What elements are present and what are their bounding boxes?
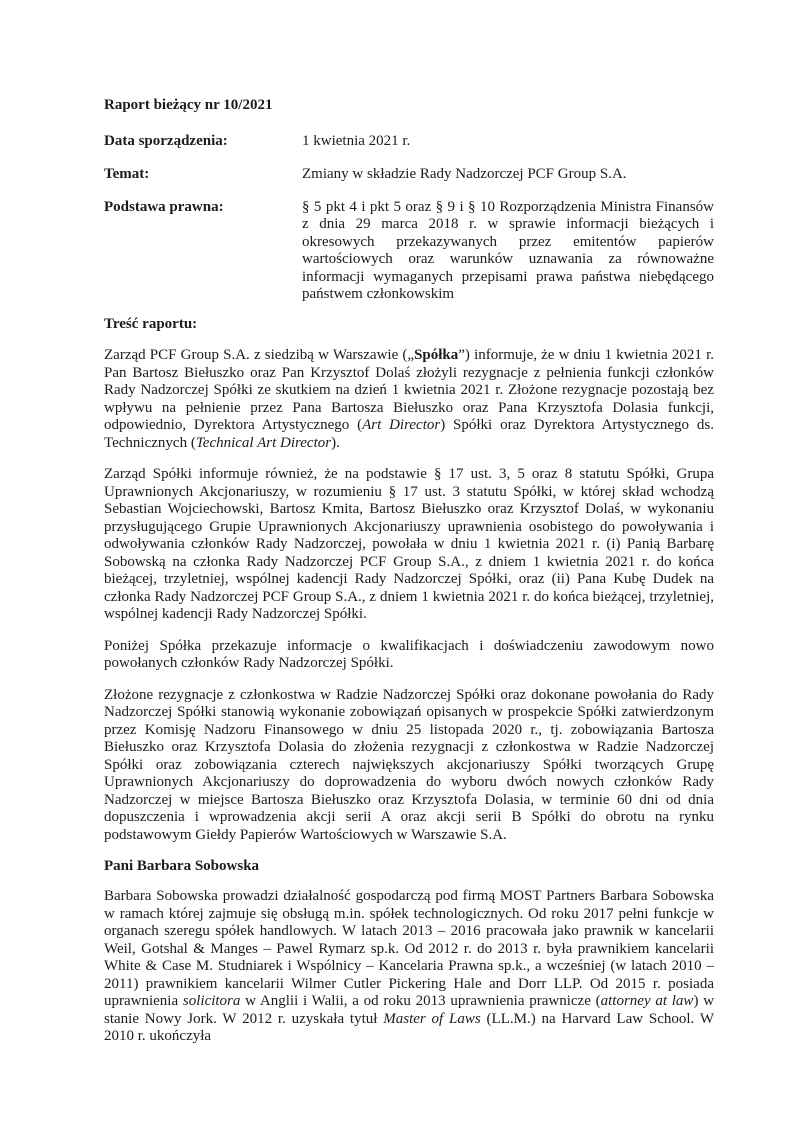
report-title: Raport bieżący nr 10/2021 bbox=[104, 97, 273, 113]
paragraph-resignations: Zarząd PCF Group S.A. z siedzibą w Warszawie („Spółka”) informuje, że w dniu 1 kwietnia 2021 r. Pan Bartosz Biełuszko oraz Pan Krzysztof Dolaś złożyli rezygnacje z pełnienia funkcji członków Rady Nadzorczej Spółki ze skutkiem na dzień 1 kwietnia 2021 r. Złożone rezygnacje pozostają bez wpływu na pełnienie przez Pana Bartosza Biełuszko oraz Pana Krzysztofa Dolasia funkcji, odpowiednio, Dyrektora Artystycznego (Art Director) Spółki oraz Dyrektora Artystycznego ds. Technicznych (Technical Art Director). bbox=[104, 347, 714, 451]
meta-label-subject: Temat: bbox=[104, 165, 150, 182]
meta-label-date: Data sporządzenia: bbox=[104, 132, 228, 149]
meta-label-legal-basis: Podstawa prawna: bbox=[104, 198, 224, 215]
paragraph-prospectus-obligations: Złożone rezygnacje z członkostwa w Radzie Nadzorczej Spółki oraz dokonane powołania do Rady Nadzorczej Spółki stanowią wykonanie zobowiązań opisanych w prospekcie Spółki zatwierdzonym przez Komisję Nadzoru Finansowego w dniu 25 listopada 2020 r., tj. zobowiązania Bartosza Biełuszko oraz Krzysztofa Dolasia do złożenia rezygnacji z członkostwa w Radzie Nadzorczej Spółki oraz zobowiązania czterech największych akcjonariuszy Spółki tworzących Grupę Uprawnionych Akcjonariuszy do doprowadzenia do wyboru dwóch nowych członków Rady Nadzorczej w miejsce Bartosza Biełuszko oraz Krzysztofa Dolasia, w terminie 60 dni od dnia dopuszczenia i wprowadzenia akcji serii A oraz akcji serii B Spółki do obrotu na rynku podstawowym Giełdy Papierów Wartościowych w Warszawie S.A. bbox=[104, 686, 714, 843]
paragraph-appointments: Zarząd Spółki informuje również, że na podstawie § 17 ust. 3, 5 oraz 8 statutu Spółki, Grupa Uprawnionych Akcjonariuszy, w rozumieniu § 17 ust. 3 statutu Spółki, w której skład wchodzą Sebastian Wojciechowski, Bartosz Kmita, Bartosz Biełuszko oraz Krzysztof Dolaś, w wykonaniu przysługującego Grupie Uprawnionych Akcjonariuszy uprawnienia osobistego do powoływania i odwoływania członków Rady Nadzorczej, powołała w dniu 1 kwietnia 2021 r. (i) Panią Barbarę Sobowską na członka Rady Nadzorczej PCF Group S.A., z dniem 1 kwietnia 2021 r. do końca bieżącej, trzyletniej, wspólnej kadencji Rady Nadzorczej Spółki, oraz (ii) Pana Kubę Dudek na członka Rady Nadzorczej PCF Group S.A., z dniem 1 kwietnia 2021 r. do końca bieżącej, trzyletniej, wspólnej kadencji Rady Nadzorczej Spółki. bbox=[104, 466, 714, 622]
meta-value-legal-basis: § 5 pkt 4 i pkt 5 oraz § 9 i § 10 Rozporządzenia Ministra Finansów z dnia 29 marca 2018 r. w sprawie informacji bieżących i okresowych przekazywanych przez emitentów papierów wartościowych oraz warunków uznawania za równoważne informacji wymaganych przepisami prawa państwa niebędącego państwem członkowskim bbox=[302, 198, 714, 302]
meta-row-date bbox=[104, 133, 714, 151]
person-heading-barbara-sobowska: Pani Barbara Sobowska bbox=[104, 858, 260, 874]
paragraph-qualifications-intro: Poniżej Spółka przekazuje informacje o kwalifikacjach i doświadczeniu zawodowym nowo powołanych członków Rady Nadzorczej Spółki. bbox=[104, 637, 714, 671]
meta-value-date: 1 kwietnia 2021 r. bbox=[302, 132, 411, 149]
paragraph-barbara-sobowska-bio: Barbara Sobowska prowadzi działalność gospodarczą pod firmą MOST Partners Barbara Sobowska w ramach której zajmuje się obsługą m.in. spółek technologicznych. Od roku 2017 pełni funkcje w organach szeregu spółek handlowych. W latach 2013 – 2016 pracowała jako prawnik w kancelarii Weil, Gotshal & Manges – Pawel Rymarz sp.k. Od 2012 r. do 2013 r. była prawnikiem kancelarii White & Case M. Studniarek i Wspólnicy – Kancelaria Prawna sp.k., a wcześniej (w latach 2010 – 2011) prawnikiem kancelarii Wilmer Cutler Pickering Hale and Dorr LLP. Od 2015 r. posiada uprawnienia solicitora w Anglii i Walii, a od roku 2013 uprawnienia prawnicze (attorney at law) w stanie Nowy Jork. W 2012 r. uzyskała tytuł Master of Laws (LL.M.) na Harvard Law School. W 2010 r. ukończyła bbox=[104, 888, 715, 1044]
report-body-heading: Treść raportu: bbox=[104, 315, 198, 332]
meta-value-subject: Zmiany w składzie Rady Nadzorczej PCF Group S.A. bbox=[302, 165, 627, 182]
meta-row-legal-basis bbox=[104, 199, 714, 304]
meta-row-subject bbox=[104, 166, 714, 184]
